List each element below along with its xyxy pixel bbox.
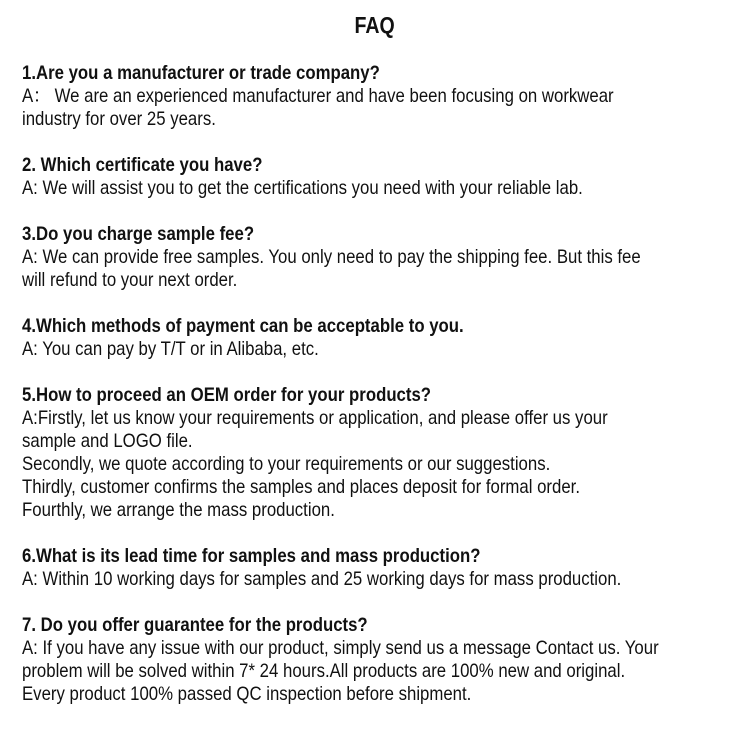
faq-answer-line: sample and LOGO file. — [22, 430, 193, 452]
faq-answer-line: will refund to your next order. — [22, 269, 238, 291]
faq-answer-line: Secondly, we quote according to your requirements or our suggestions. — [22, 453, 551, 475]
faq-answer-line: Fourthly, we arrange the mass production. — [22, 499, 335, 521]
faq-list — [22, 62, 742, 729]
faq-answer-line: A: You can pay by T/T or in Alibaba, etc. — [22, 338, 319, 360]
faq-answer-line: A: Within 10 working days for samples and 25 working days for mass production. — [22, 568, 622, 590]
faq-question: 1.Are you a manufacturer or trade company? — [22, 62, 380, 84]
faq-question: 6.What is its lead time for samples and mass production? — [22, 545, 481, 567]
faq-item-3 — [22, 223, 742, 292]
faq-question: 7. Do you offer guarantee for the products? — [22, 614, 368, 636]
faq-answer-line: A: We can provide free samples. You only need to pay the shipping fee. But this fee — [22, 246, 641, 268]
faq-question: 5.How to proceed an OEM order for your products? — [22, 384, 432, 406]
faq-answer-line: A： We are an experienced manufacturer and have been focusing on workwear — [22, 85, 614, 107]
faq-item-6 — [22, 545, 742, 591]
page-title — [0, 10, 750, 40]
page-title-text: FAQ — [354, 12, 396, 38]
faq-item-1 — [22, 62, 742, 131]
faq-answer-line: A:Firstly, let us know your requirements or application, and please offer us your — [22, 407, 608, 429]
faq-answer-line: A: If you have any issue with our product, simply send us a message Contact us. Your — [22, 637, 659, 659]
faq-question: 2. Which certificate you have? — [22, 154, 263, 176]
faq-item-4 — [22, 315, 742, 361]
faq-item-5 — [22, 384, 742, 522]
faq-answer-line: Thirdly, customer confirms the samples and places deposit for formal order. — [22, 476, 580, 498]
faq-answer-line: A: We will assist you to get the certifications you need with your reliable lab. — [22, 177, 583, 199]
faq-answer-line: Every product 100% passed QC inspection before shipment. — [22, 683, 472, 705]
faq-answer-line: industry for over 25 years. — [22, 108, 216, 130]
faq-question: 4.Which methods of payment can be acceptable to you. — [22, 315, 464, 337]
faq-item-7 — [22, 614, 742, 706]
faq-item-2 — [22, 154, 742, 200]
faq-question: 3.Do you charge sample fee? — [22, 223, 255, 245]
faq-answer-line: problem will be solved within 7* 24 hours.All products are 100% new and original. — [22, 660, 626, 682]
